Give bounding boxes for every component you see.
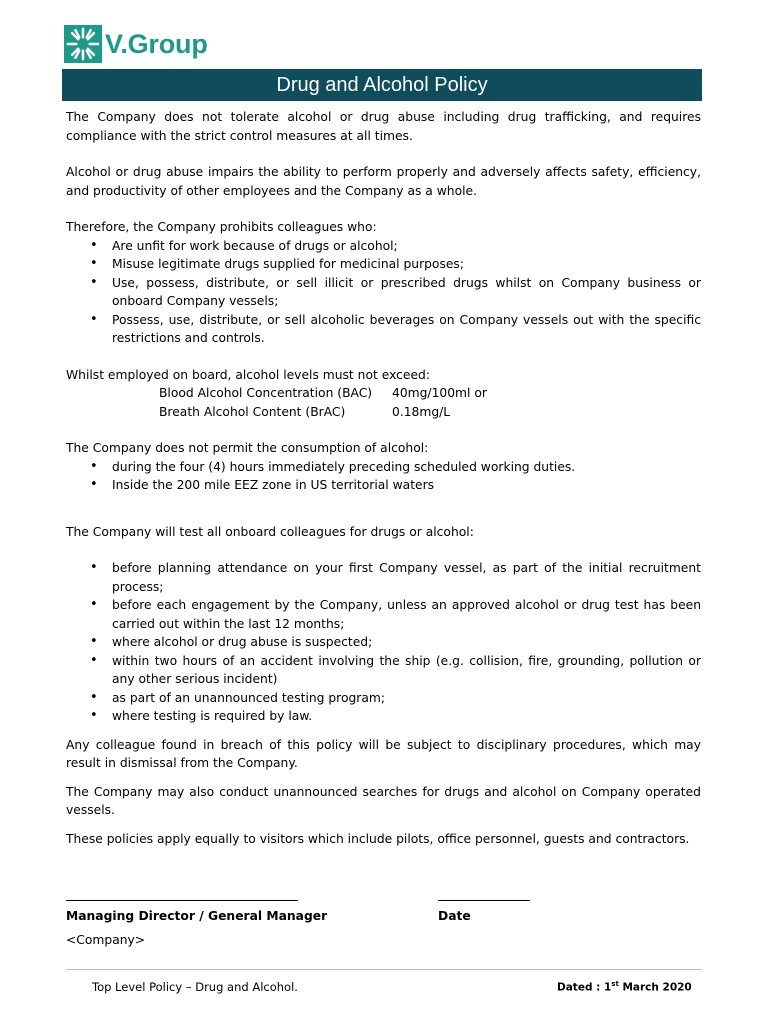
signature-line [66, 900, 298, 901]
consumption-lead: The Company does not permit the consumption of alcohol: [66, 441, 429, 455]
footer-policy-name: Top Level Policy – Drug and Alcohol. [92, 980, 298, 994]
footer-date-suffix: March 2020 [618, 981, 692, 994]
footer-divider [66, 969, 702, 970]
company-placeholder: <Company> [66, 933, 146, 947]
intro-paragraph-1: The Company does not tolerate alcohol or drug abuse including drug trafficking, and requires compliance with the strict control measures at all times. [66, 110, 701, 143]
vgroup-starburst-icon [64, 25, 102, 63]
consumption-list [66, 458, 701, 495]
alcohol-limits-table [159, 384, 701, 421]
breach-paragraph: Any colleague found in breach of this policy will be subject to disciplinary procedures, which may result in dismissal from the Company. [66, 737, 701, 770]
limit-name: Breath Alcohol Content (BrAC) [159, 404, 346, 419]
footer-date-prefix: Dated : 1 [557, 981, 612, 994]
list-item: • Inside the 200 mile EEZ zone in US territorial waters [112, 476, 701, 495]
limit-row [159, 384, 701, 403]
testing-list [66, 559, 701, 726]
page-title: Drug and Alcohol Policy [62, 69, 702, 101]
list-item: • Are unfit for work because of drugs or alcohol; [112, 237, 701, 256]
visitors-paragraph: These policies apply equally to visitors which include pilots, office personnel, guests and contractors. [66, 831, 690, 846]
list-item: • where alcohol or drug abuse is suspected; [112, 633, 701, 652]
list-item: • as part of an unannounced testing program; [112, 689, 701, 708]
footer-date [557, 980, 692, 994]
limits-lead: Whilst employed on board, alcohol levels must not exceed: [66, 367, 430, 382]
intro-paragraph-2: Alcohol or drug abuse impairs the ability to perform properly and adversely affects safety, efficiency, and productivity of other employees and the Company as a whole. [66, 165, 701, 198]
logo-wordmark: V.Group [105, 28, 208, 59]
testing-lead: The Company will test all onboard colleagues for drugs or alcohol: [66, 524, 474, 539]
searches-paragraph: The Company may also conduct unannounced searches for drugs and alcohol on Company operated vessels. [66, 784, 701, 817]
footer-date-ordinal: st [611, 980, 619, 988]
list-item: • Misuse legitimate drugs supplied for medicinal purposes; [112, 255, 701, 274]
policy-body [66, 108, 701, 848]
date-line [438, 900, 530, 901]
limit-name: Blood Alcohol Concentration (BAC) [159, 386, 373, 400]
list-item: • before each engagement by the Company, unless an approved alcohol or drug test has been carried out within the last 12 months; [112, 596, 701, 633]
list-item: • during the four (4) hours immediately preceding scheduled working duties. [112, 458, 701, 477]
limit-value: 0.18mg/L [392, 404, 451, 419]
date-label: Date [438, 909, 471, 923]
signatory-role: Managing Director / General Manager [66, 909, 328, 923]
limit-value: 40mg/100ml or [392, 386, 487, 400]
company-logo [64, 22, 208, 66]
list-item: • Possess, use, distribute, or sell alcoholic beverages on Company vessels out with the specific restrictions and controls. [112, 311, 701, 348]
list-item: • where testing is required by law. [112, 707, 701, 726]
list-item: • Use, possess, distribute, or sell illicit or prescribed drugs whilst on Company business or onboard Company vessels; [112, 274, 701, 311]
prohibits-lead: Therefore, the Company prohibits colleagues who: [66, 220, 377, 234]
limit-row [159, 403, 701, 422]
list-item: • within two hours of an accident involving the ship (e.g. collision, fire, grounding, pollution or any other serious incident) [112, 652, 701, 689]
prohibits-list [66, 237, 701, 348]
list-item: • before planning attendance on your first Company vessel, as part of the initial recruitment process; [112, 559, 701, 596]
